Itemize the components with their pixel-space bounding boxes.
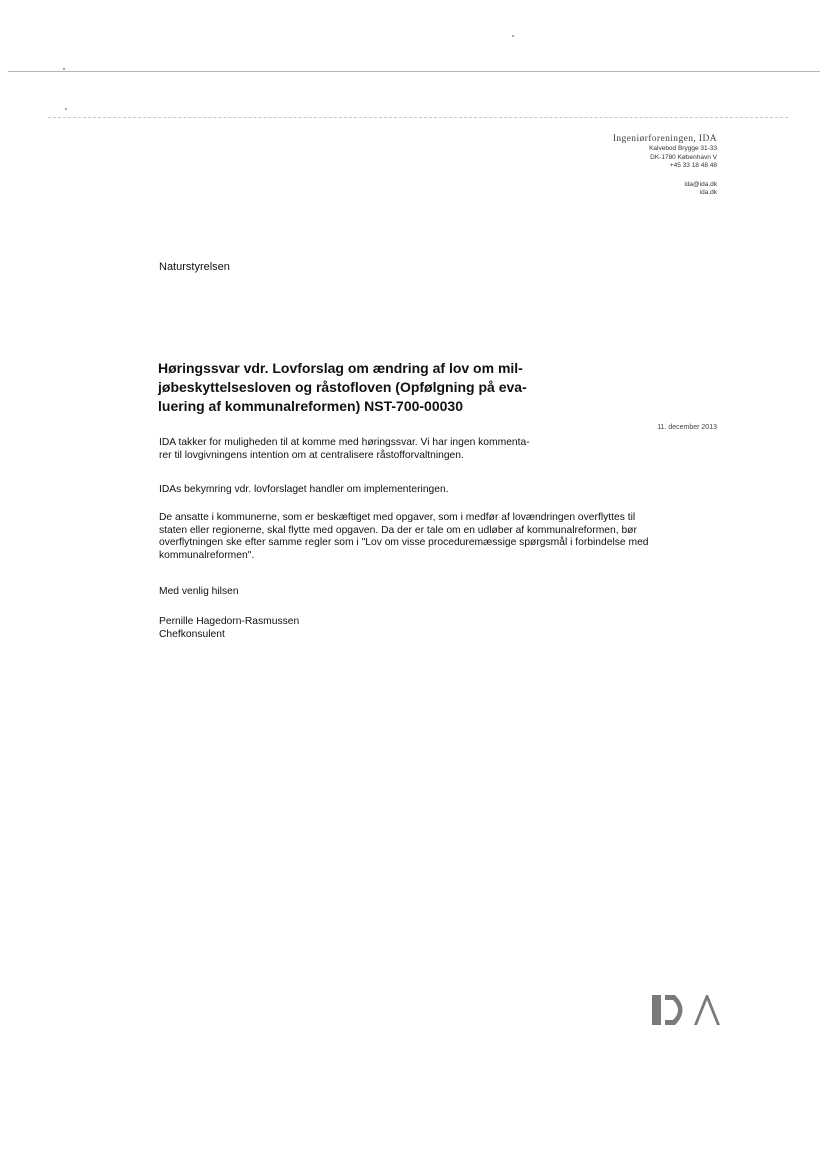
body-line: rer til lovgivningens intention om at centralisere råstofforvaltningen. — [159, 449, 464, 461]
subject-line: Høringssvar vdr. Lovforslag om ændring af lov om mil- — [158, 360, 523, 376]
subject-line: luering af kommunalreformen) NST-700-00030 — [158, 398, 463, 414]
recipient: Naturstyrelsen — [159, 261, 230, 273]
logo-d-shape — [665, 995, 683, 1025]
signature-name: Pernille Hagedorn-Rasmussen — [159, 616, 300, 627]
logo-a-shape — [694, 995, 720, 1025]
org-website: ida.dk — [699, 189, 717, 197]
subject-line: jøbeskyttelsesloven og råstofloven (Opfølgning på eva- — [158, 379, 527, 395]
scan-artifact-line — [8, 71, 820, 72]
scan-speck — [512, 35, 514, 37]
letter-date: 11. december 2013 — [657, 424, 717, 431]
letterhead — [457, 133, 717, 198]
body-paragraph-3 — [159, 512, 724, 562]
signature-block — [159, 616, 724, 641]
body-line: IDA takker for muligheden til at komme med høringssvar. Vi har ingen kommenta- — [159, 437, 530, 448]
body-paragraph-1 — [159, 437, 724, 462]
body-line: kommunalreformen". — [159, 549, 255, 561]
org-phone: +45 33 18 48 48 — [669, 162, 717, 170]
ida-logo — [650, 994, 720, 1026]
logo-bar — [652, 995, 661, 1025]
body-line: IDAs bekymring vdr. lovforslaget handler om implementeringen. — [159, 484, 449, 495]
closing: Med venlig hilsen — [159, 586, 239, 597]
signature-title: Chefkonsulent — [159, 628, 225, 640]
body-line: staten eller regionerne, skal flytte med opgaven. Da der er tale om en udløber af kommunalreformen, bør — [159, 524, 637, 536]
subject-heading — [158, 359, 558, 416]
body-line: overflytningen ske efter samme regler som i "Lov om visse proceduremæssige spørgsmål i forbindelse med — [159, 537, 649, 549]
org-street: Kalvebod Brygge 31-33 — [649, 145, 717, 152]
body-line: De ansatte i kommunerne, som er beskæftiget med opgaver, som i medfør af lovændringen overflyttes til — [159, 512, 636, 523]
scan-speck — [65, 108, 67, 110]
org-city: DK-1780 København V — [650, 153, 717, 161]
scan-artifact-dashed-line — [48, 117, 788, 118]
org-name: Ingeniørforeningen, IDA — [612, 134, 717, 144]
scan-speck — [63, 68, 65, 70]
body-paragraph-2 — [159, 484, 724, 497]
org-email: ida@ida.dk — [684, 180, 717, 188]
